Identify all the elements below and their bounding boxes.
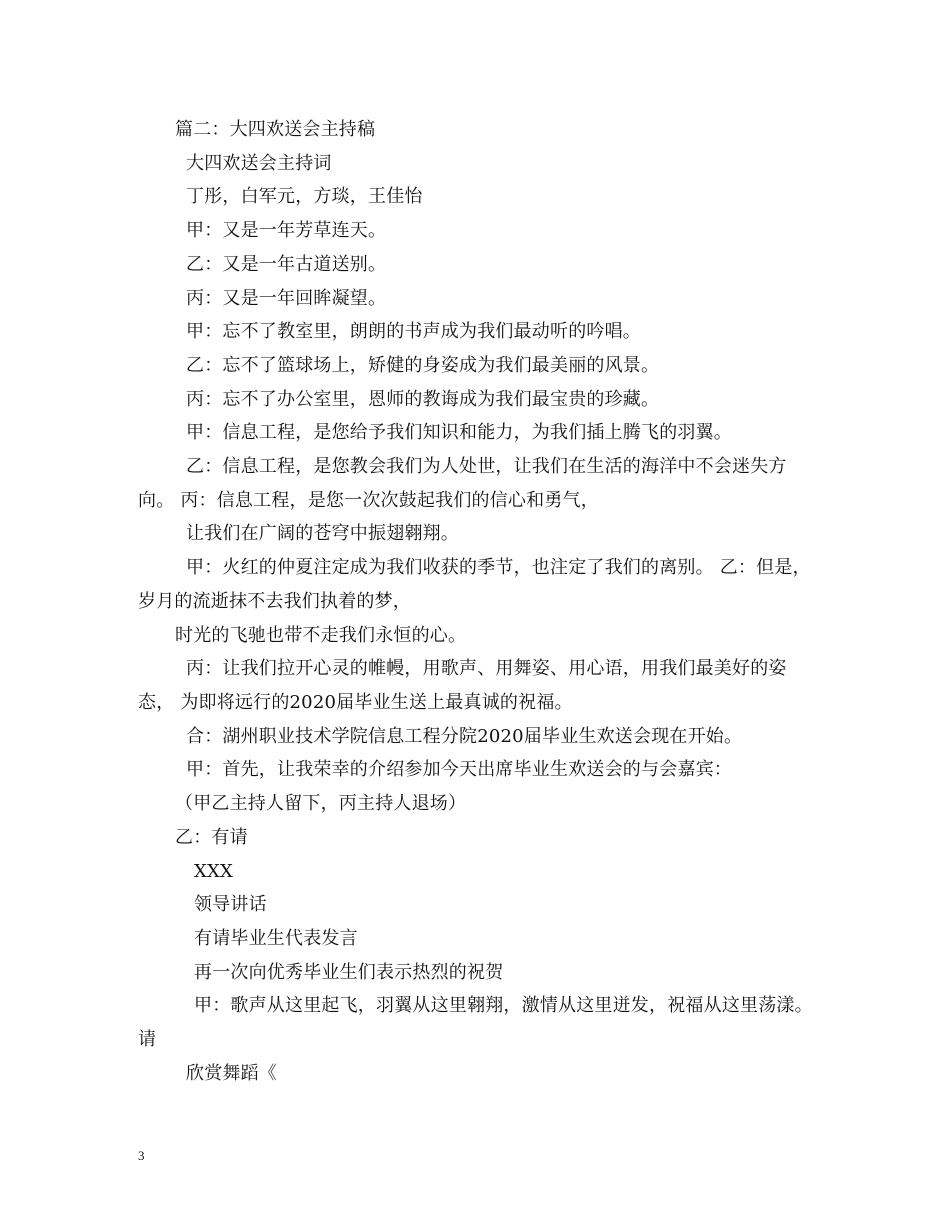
text-line: 乙：又是一年古道送别。	[186, 254, 387, 275]
text-line: 乙：有请	[175, 827, 248, 848]
text-line: 有请毕业生代表发言	[194, 928, 358, 949]
document-title: 大四欢送会主持词	[186, 153, 332, 174]
page-number: 3	[138, 1148, 145, 1163]
text-line: 再一次向优秀毕业生们表示热烈的祝贺	[194, 962, 504, 983]
text-line: 时光的飞驰也带不走我们永恒的心。	[175, 625, 467, 646]
text-line: 请	[138, 1029, 157, 1050]
text-line: 甲：火红的仲夏注定成为我们收获的季节，也注定了我们的离别。 乙：但是，	[186, 557, 811, 578]
text-line: 甲：又是一年芳草连天。	[186, 220, 387, 241]
text-line: 欣赏舞蹈《	[186, 1063, 277, 1084]
text-line: 领导讲话	[194, 894, 267, 915]
text-line: 甲：首先，让我荣幸的介绍参加今天出席毕业生欢送会的与会嘉宾：	[186, 759, 732, 780]
section-heading: 篇二：大四欢送会主持稿	[175, 119, 376, 140]
text-line: 乙：信息工程，是您教会我们为人处世，让我们在生活的海洋中不会迷失方	[186, 456, 787, 477]
text-line: XXX	[194, 861, 234, 882]
text-line: 乙：忘不了篮球场上，矫健的身姿成为我们最美丽的风景。	[186, 355, 660, 376]
text-line: 丙：忘不了办公室里，恩师的教诲成为我们最宝贵的珍藏。	[186, 389, 660, 410]
text-line: 丙：又是一年回眸凝望。	[186, 288, 387, 309]
text-line: 岁月的流逝抹不去我们执着的梦，	[138, 591, 411, 612]
text-line: 丙：让我们拉开心灵的帷幔，用歌声、用舞姿、用心语，用我们最美好的姿	[186, 658, 787, 679]
host-names: 丁彤，白军元，方琰，王佳怡	[186, 186, 423, 207]
text-line: 让我们在广阔的苍穹中振翅翱翔。	[186, 523, 459, 544]
text-line: 甲：信息工程，是您给予我们知识和能力，为我们插上腾飞的羽翼。	[186, 422, 732, 443]
text-line: （甲乙主持人留下，丙主持人退场）	[175, 793, 467, 814]
text-line: 态， 为即将远行的2020届毕业生送上最真诚的祝福。	[138, 692, 573, 713]
text-line: 向。 丙：信息工程，是您一次次鼓起我们的信心和勇气，	[138, 490, 599, 511]
text-line: 甲：歌声从这里起飞，羽翼从这里翱翔，激情从这里迸发，祝福从这里荡漾。	[194, 995, 813, 1016]
text-line: 合：湖州职业技术学院信息工程分院2020届毕业生欢送会现在开始。	[186, 726, 743, 747]
text-line: 甲：忘不了教室里，朗朗的书声成为我们最动听的吟唱。	[186, 321, 641, 342]
